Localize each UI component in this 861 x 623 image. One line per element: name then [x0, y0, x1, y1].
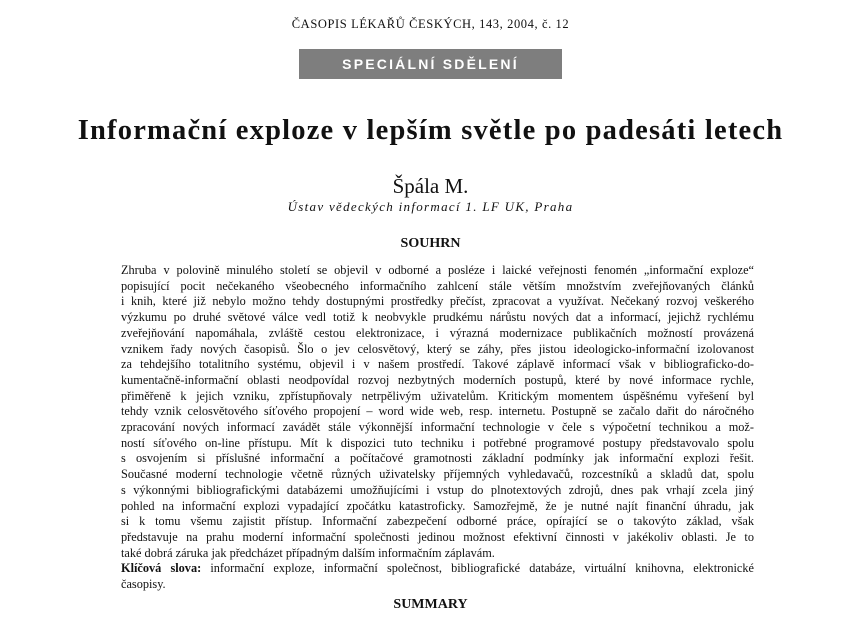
abstract-heading: SOUHRN	[400, 236, 461, 251]
abstract-body	[121, 263, 754, 593]
abstract-line: i knih, které již nebylo možno tehdy dostupnými prostředky přečíst, zpracovat a využívat. Nečekaný rozvoj veškerého	[121, 294, 754, 309]
abstract-line: za tehdejšího totalitního systému, objevil i v našem prostředí. Takové záplavě informací však v bibliograficko-do-	[121, 357, 754, 372]
abstract-line: vznikem řady nových časopisů. Šlo o jev celosvětový, který se záhy, přes jistou ideologicko-informační izolovanost	[121, 341, 754, 356]
abstract-line: kumentačně-informační oblasti neodpovídal rozvoj nezbytných moderních postupů, které by nové informace rychle,	[121, 372, 754, 387]
abstract-line: zpracování nových informací zavádět stále výkonnější informační technologie v čele s výpočetní technikou a mož-	[121, 420, 754, 435]
abstract-line: Současné moderní technologie včetně různých uživatelsky příjemných vyhledavačů, rozcestníků a skladů dat, spolu	[121, 467, 754, 482]
abstract-line: popisující pocit nečekaného všeobecného informačního zahlcení stále větším množstvím zveřejňovaných článků	[121, 278, 754, 293]
journal-header: ČASOPIS LÉKAŘŮ ČESKÝCH, 143, 2004, č. 12	[291, 17, 570, 31]
abstract-line: tehdy vznik celosvětového síťového propojení – word wide web, resp. internetu. Postupně se začalo dařit do náročného	[121, 404, 754, 419]
summary-heading: SUMMARY	[393, 597, 468, 612]
abstract-line: s osvojením si příslušné informační a počítačové gramotnosti základní podmínky jak informační explozi řešit.	[121, 451, 754, 466]
section-banner	[299, 49, 562, 79]
keywords-label: Klíčová slova:	[121, 561, 202, 576]
author-affiliation: Ústav vědeckých informací 1. LF UK, Praha	[287, 199, 574, 214]
abstract-line: také dobrá záruka jak předcházet případným dalším informačním záplavám.	[121, 545, 495, 560]
keywords-line	[121, 561, 754, 577]
abstract-line: Zhruba v polovině minulého století se objevil v odborné a posléze i laické veřejnosti fenomén „informační exploze“	[121, 263, 754, 277]
abstract-line: s výkonnými bibliografickými databázemi umožňujícími i vstup do plnotextových zdrojů, dnes pak vrhají zcela jiný	[121, 482, 754, 497]
abstract-line: představuje na prahu moderní informační společnosti jedinou možnost efektivní činnosti v jakékoliv oblasti. Je to	[121, 529, 754, 544]
keywords-line-end: časopisy.	[121, 577, 166, 592]
article-title: Informační exploze v lepším světle po padesáti letech	[77, 115, 784, 146]
section-label: SPECIÁLNÍ SDĚLENÍ	[342, 56, 519, 72]
author-name: Špála M.	[392, 174, 469, 198]
keywords-text: informační exploze, informační společnost, bibliografické databáze, virtuální knihovna, elektronické	[210, 561, 754, 576]
abstract-line: pohled na informační explozi vypadající zpočátku katastroficky. Samozřejmě, že je nutné najít finanční úhradu, jak	[121, 498, 754, 513]
abstract-line: přiměřeně k jejich vzniku, zpřístupňovaly netrpělivým uživatelům. Kritickým momentem úspěšnému vyřešení byl	[121, 388, 754, 403]
abstract-line: výzkumu po druhé světové válce vedl totiž k neobvykle prudkému nárůstu nových dat a informací, jejichž rychlému	[121, 310, 754, 325]
abstract-line: ností síťového on-line přístupu. Mít k dispozici tuto techniku i potřebné programové postupy představovalo spolu	[121, 435, 754, 450]
abstract-line: si k tomu všemu zajistit přístup. Informační zabezpečení odborné práce, opírající se o takovýto základ, však	[121, 514, 754, 529]
abstract-line: zveřejňování napomáhala, zvláště cestou elektronizace, i výrazná modernizace publikačních možností provázená	[121, 325, 754, 340]
